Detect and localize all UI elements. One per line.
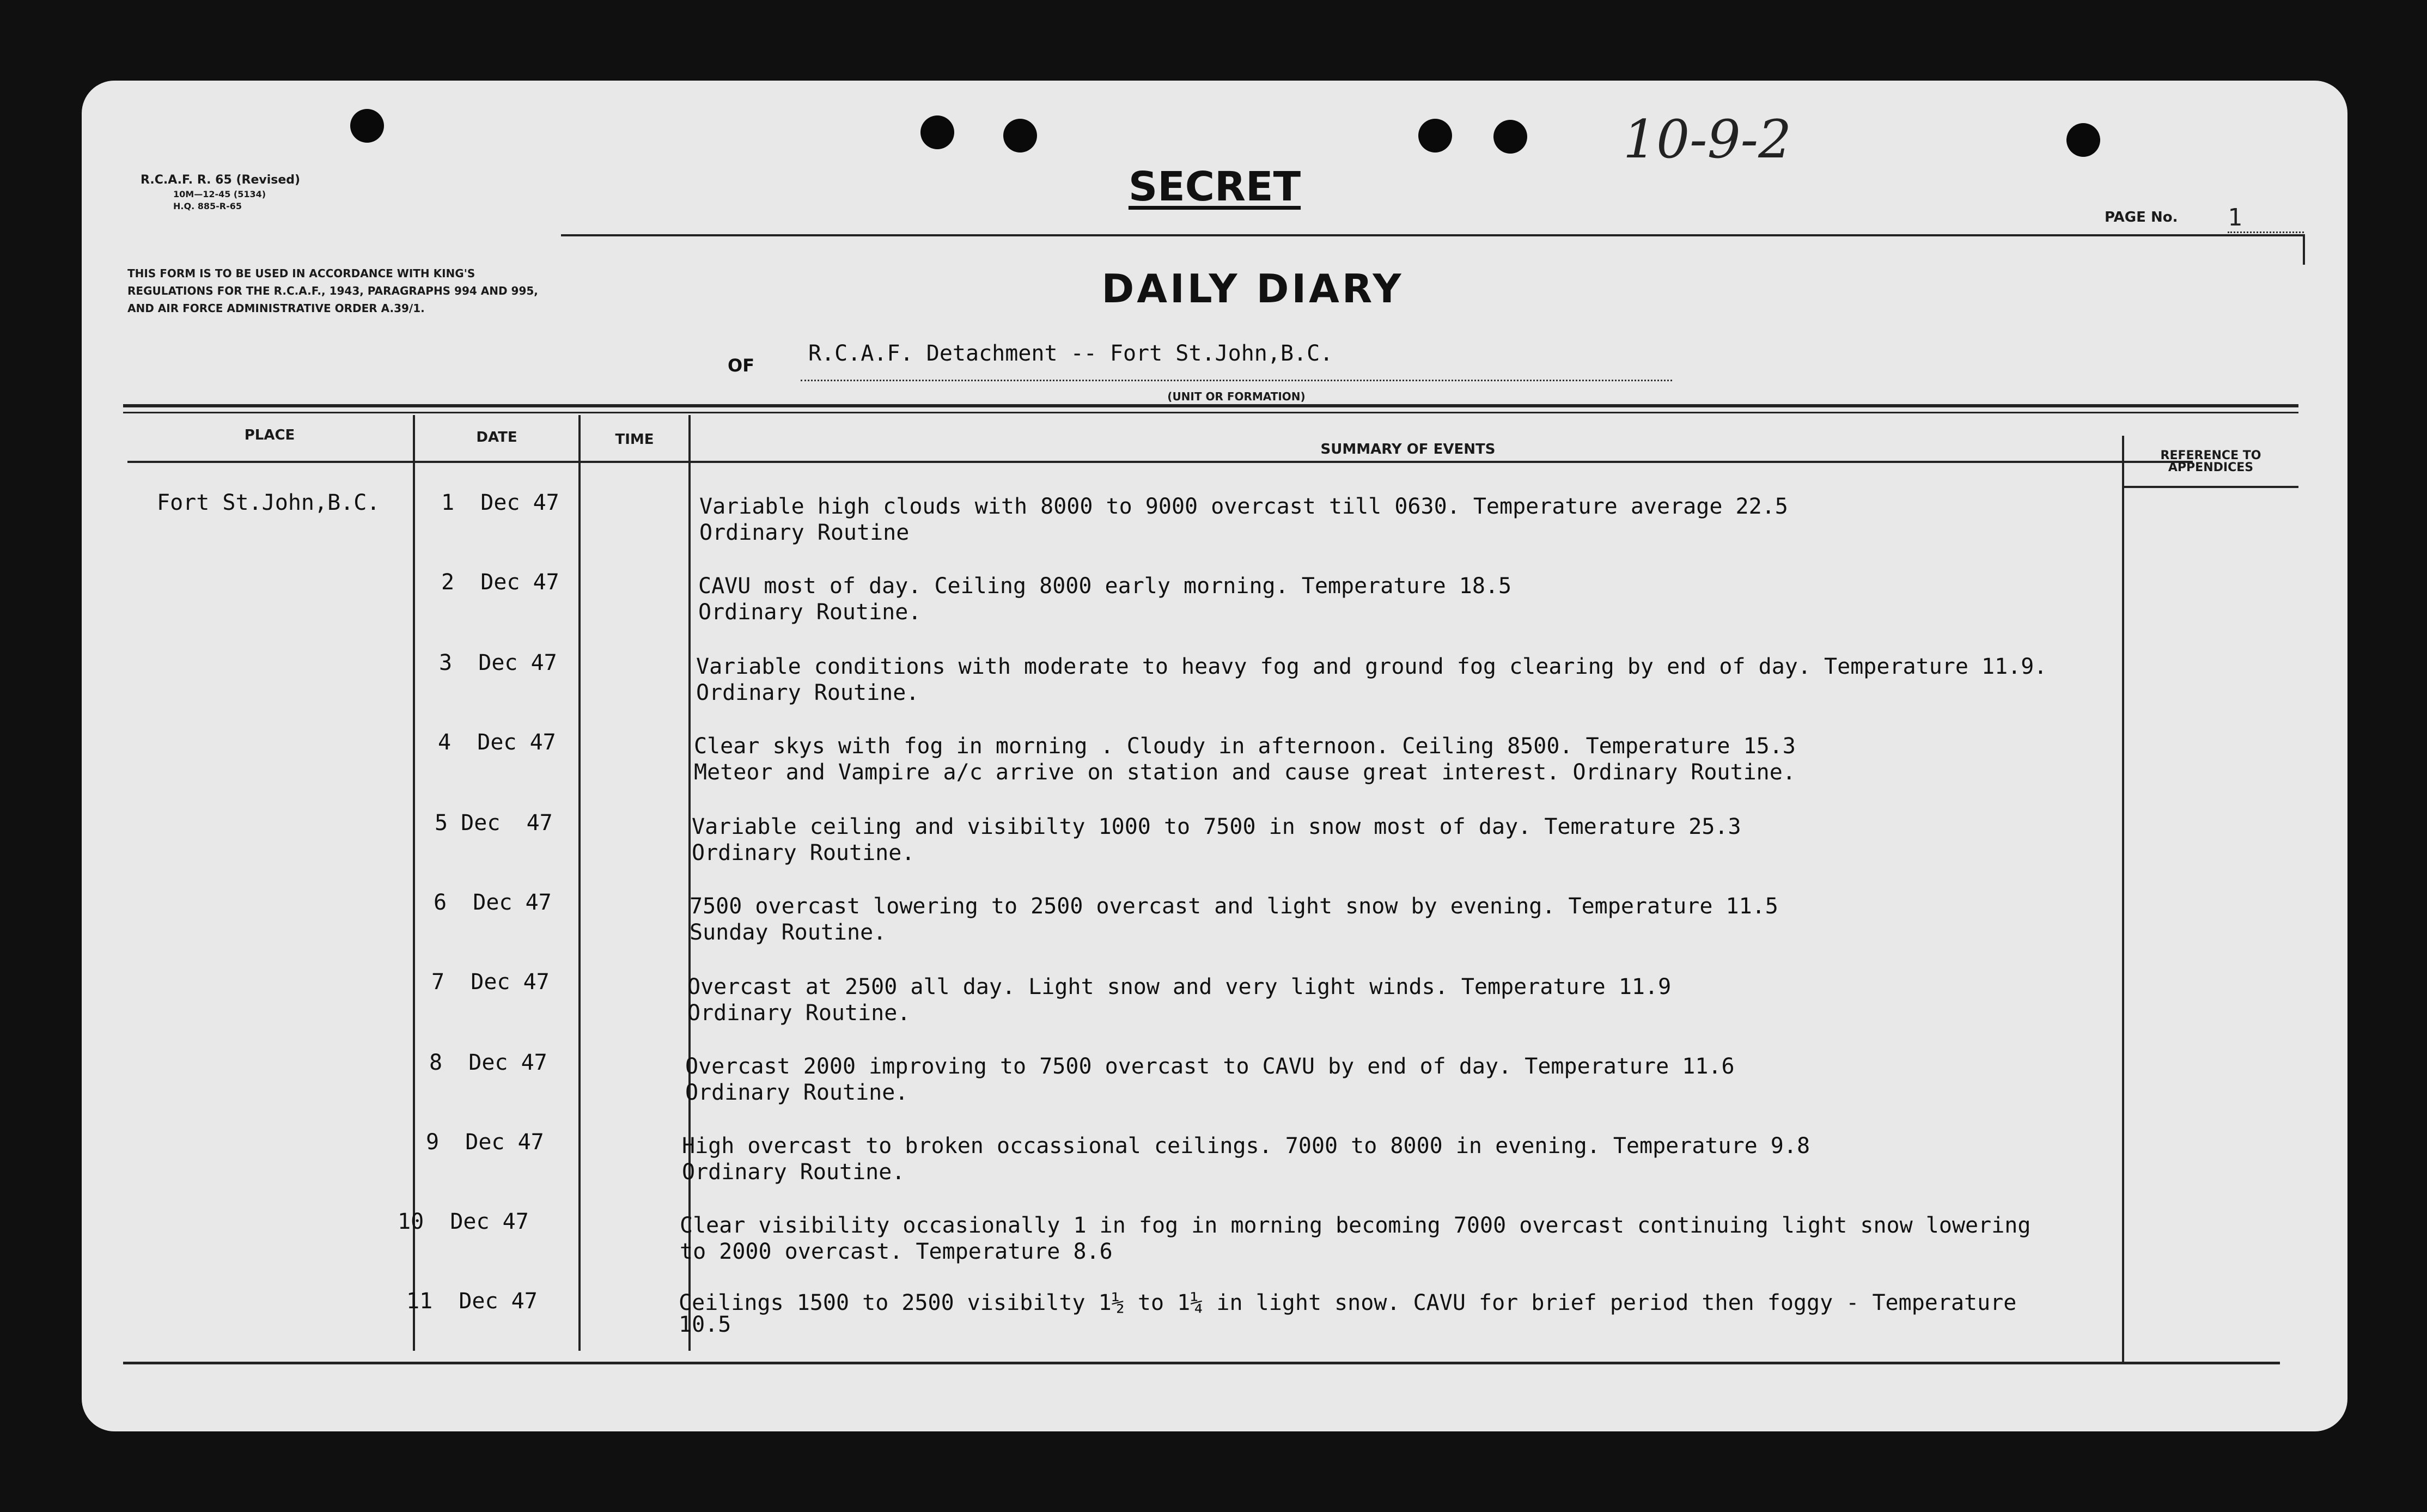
form-code-line: 10M—12-45 (5134) [173,189,266,199]
column-header-summary: SUMMARY OF EVENTS [1320,441,1496,458]
entry-date: 5 Dec 47 [435,810,553,836]
entry-date: 9 Dec 47 [426,1130,544,1155]
unit-field: R.C.A.F. Detachment -- Fort St.John,B.C. [801,341,1672,381]
entry-date: 2 Dec 47 [441,570,559,595]
entry-date: 1 Dec 47 [441,490,559,515]
punch-hole [350,109,384,143]
entry-summary: 7500 overcast lowering to 2500 overcast and light snow by evening. Temperature 11.5 Sunday Routine. [690,894,1778,945]
table-bottom-rule [123,1362,2280,1364]
punch-hole [1418,119,1452,153]
header-rule [561,234,2304,236]
column-header-place: PLACE [244,427,295,443]
punch-hole [920,115,954,149]
entry-date: 3 Dec 47 [439,650,557,675]
entry-date: 6 Dec 47 [434,890,552,915]
entry-summary: Overcast at 2500 all day. Light snow and very light winds. Temperature 11.9 Ordinary Routine. [687,974,1672,1026]
entry-summary: High overcast to broken occassional ceilings. 7000 to 8000 in evening. Temperature 9.8 Ordinary Routine. [682,1133,1810,1185]
entry-summary: Variable high clouds with 8000 to 9000 overcast till 0630. Temperature average 22.5 Ordinary Routine [699,494,1788,545]
table-top-rule [123,412,2298,413]
page-number-value: 1 [2228,204,2304,233]
entry-summary: Overcast 2000 improving to 7500 overcast to CAVU by end of day. Temperature 11.6 Ordinary Routine. [685,1054,1735,1105]
page-title: DAILY DIARY [1101,266,1404,312]
entry-summary: Variable conditions with moderate to heavy fog and ground fog clearing by end of day. Temperature 11.9. Ordinary Routine. [696,654,2047,705]
entry-date: 11 Dec 47 [406,1289,538,1314]
table-top-rule [123,404,2298,407]
form-code [141,172,300,212]
column-header-date: DATE [476,429,517,446]
column-header-time: TIME [615,431,654,448]
punch-hole [1493,120,1527,154]
entry-summary: Clear visibility occasionally 1 in fog in morning becoming 7000 overcast continuing light snow lowering to 2000 overcast. Temperature 8.6 [680,1213,2031,1264]
unit-caption: (UNIT OR FORMATION) [1167,390,1306,403]
column-header-reference: REFERENCE TO APPENDICES [2160,449,2261,474]
entry-summary: Ceilings 1500 to 2500 visibilty 1½ to 1¼ in light snow. CAVU for brief period then foggy - Temperature 10.5 [679,1290,2017,1337]
entry-date: 7 Dec 47 [431,970,550,995]
form-code-line: R.C.A.F. R. 65 (Revised) [141,173,301,187]
entry-summary: Variable ceiling and visibilty 1000 to 7500 in snow most of day. Temerature 25.3 Ordinary Routine. [692,814,1741,865]
punch-hole [1003,119,1037,153]
column-divider [688,415,691,1351]
place-cell: Fort St.John,B.C. [157,490,380,515]
classification-stamp: SECRET [1128,163,1301,210]
entry-date: 4 Dec 47 [438,730,556,755]
entry-date: 8 Dec 47 [429,1050,547,1075]
punch-hole [2066,123,2100,157]
column-divider [578,415,581,1351]
entry-summary: CAVU most of day. Ceiling 8000 early morning. Temperature 18.5 Ordinary Routine. [698,574,1512,625]
entry-date: 10 Dec 47 [398,1209,529,1234]
column-header-rule [2123,486,2298,488]
header-rule-mark [2303,234,2305,265]
entry-summary: Clear skys with fog in morning . Cloudy in afternoon. Ceiling 8500. Temperature 15.3 Meteor and Vampire a/c arrive on station and cause great interest. Ordinary Routine. [694,734,1796,785]
column-header-rule [127,461,2193,463]
of-label: OF [728,355,755,376]
page-number-label: PAGE No. [2105,209,2178,225]
column-divider [2122,436,2124,1362]
form-instructions: THIS FORM IS TO BE USED IN ACCORDANCE WITH KING'S REGULATIONS FOR THE R.C.A.F., 1943, PARAGRAPHS 994 AND 995, AND AIR FORCE ADMINISTRATIVE ORDER A.39/1. [127,267,538,315]
form-code-line: H.Q. 885-R-65 [173,201,242,211]
handwritten-file-reference: 10-9-2 [1623,109,1792,170]
